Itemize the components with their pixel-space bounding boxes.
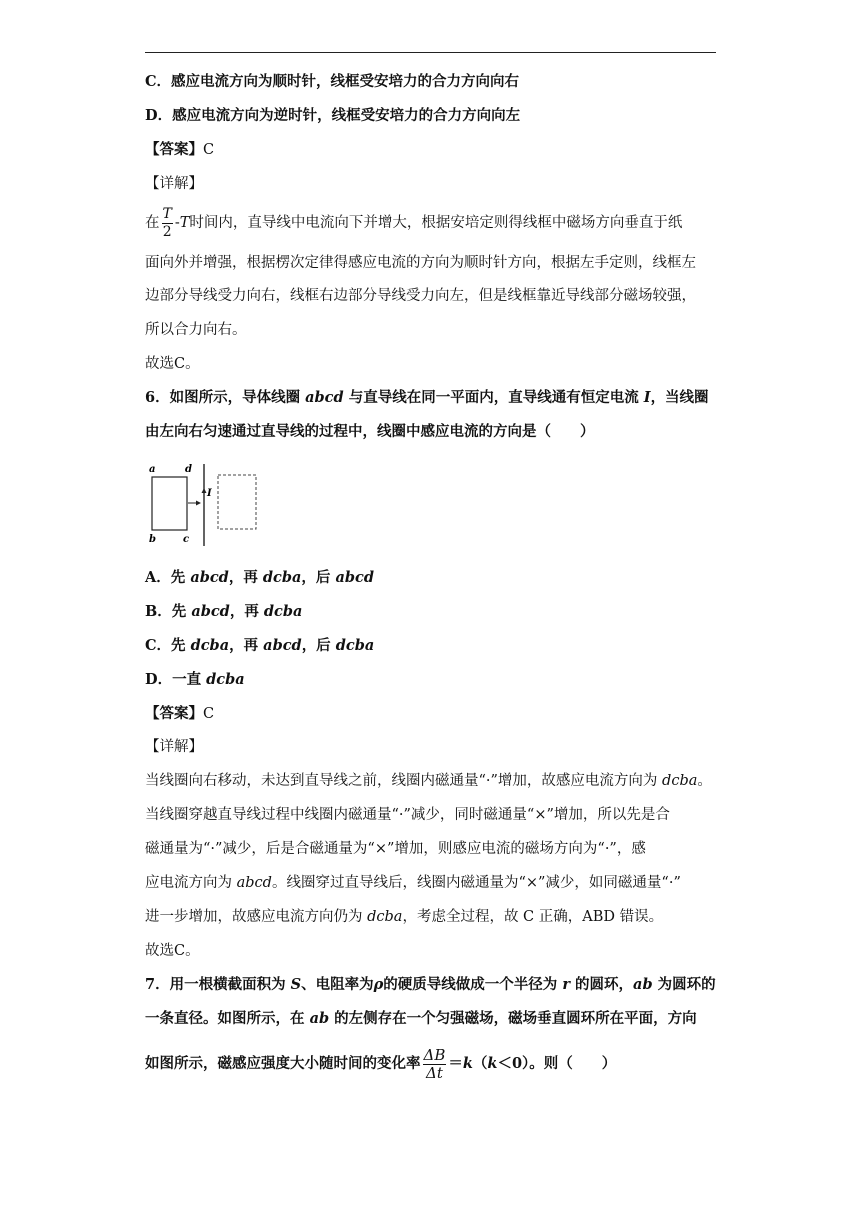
text-fragment: 7．用一根横截面积为 (145, 976, 291, 993)
prev-answer (145, 140, 214, 160)
label-b: b (149, 534, 156, 545)
answer-label: 【答案】 (145, 141, 203, 158)
text-fragment: D．一直 (145, 671, 207, 688)
q7-stem-line-3 (145, 1045, 616, 1083)
q6-stem-line-1 (145, 388, 709, 408)
text-fragment: 时间内，直导线中电流向下并增大，根据安培定则得线框中磁场方向垂直于纸 (189, 215, 683, 231)
q6-choose: 故选C。 (145, 943, 200, 959)
variable: dcba (190, 637, 230, 654)
prev-explain-line-2: 面向外并增强，根据楞次定律得感应电流的方向为顺时针方向，根据左手定则，线框左 (145, 255, 696, 271)
q6-explain-line-2: 当线圈穿越直导线过程中线圈内磁通量“·”减少，同时磁通量“×”增加，所以先是合 (145, 807, 670, 823)
text-fragment: 当线圈向右移动，未达到直导线之前，线圈内磁通量“·”增加，故感应电流方向为 (145, 773, 663, 789)
header-rule (145, 52, 716, 53)
variable-abcd: abcd (305, 389, 344, 406)
answer-label: 【答案】 (145, 705, 203, 722)
variable-r: r (562, 976, 570, 993)
text-fragment: 一条直径。如图所示，在 (145, 1010, 310, 1027)
coil-abcd (152, 477, 187, 530)
text-fragment: ，考虑全过程，故 C 正确，ABD 错误。 (402, 909, 664, 925)
variable-s: S (290, 976, 302, 993)
text-fragment: 应电流方向为 (145, 875, 237, 891)
text-fragment: 的硬质导线做成一个半径为 (383, 976, 563, 993)
text-fragment: 与直导线在同一平面内，直导线通有恒定电流 (343, 389, 644, 406)
variable: abcd (190, 569, 229, 586)
text-fragment: 的圆环， (569, 976, 634, 993)
label-d: d (185, 464, 192, 475)
variable-t: T (179, 215, 190, 231)
text-fragment: ，再 (229, 603, 264, 620)
variable: dcba (263, 603, 303, 620)
q6-explain-line-4 (145, 873, 681, 893)
q6-option-c (145, 636, 374, 656)
q6-option-a (145, 568, 374, 588)
text-fragment: （ (472, 1055, 488, 1072)
text-fragment: ，再 (229, 637, 264, 654)
variable: dcba (262, 569, 302, 586)
variable-k: k (462, 1055, 473, 1072)
variable-i: I (643, 389, 651, 406)
prev-explain-label: 【详解】 (145, 176, 203, 192)
variable: abcd (335, 569, 374, 586)
text-fragment: ＝ (448, 1055, 463, 1072)
label-c: c (183, 534, 190, 545)
q7-stem-line-2 (145, 1009, 697, 1029)
fraction-db-over-dt (423, 1047, 447, 1082)
text-fragment: ＜0）。则（ ） (497, 1055, 617, 1072)
q6-explain-line-1 (145, 771, 712, 791)
q6-figure (145, 460, 265, 550)
text-fragment: ，后 (301, 569, 336, 586)
q6-explain-line-5 (145, 907, 663, 927)
variable-ab: ab (309, 1010, 330, 1027)
prev-option-c: C．感应电流方向为顺时针，线框受安培力的合力方向向右 (145, 73, 520, 90)
fraction-denominator: Δt (425, 1063, 443, 1082)
text-fragment: 。线圈穿过直导线后，线圈内磁通量为“×”减少，如同磁通量“·” (271, 875, 681, 891)
variable-ab: ab (633, 976, 653, 993)
coil-dashed-position (218, 475, 256, 529)
text-fragment: 6．如图所示，导体线圈 (145, 389, 306, 406)
text-fragment: 。 (697, 773, 712, 789)
variable: abcd (191, 603, 230, 620)
label-a: a (149, 464, 156, 475)
prev-option-d: D．感应电流方向为逆时针，线框受安培力的合力方向向左 (145, 107, 521, 124)
text-fragment: - (174, 215, 180, 231)
variable: dcba (206, 671, 245, 688)
q6-stem-line-2: 由左向右匀速通过直导线的过程中，线圈中感应电流的方向是（ ） (145, 423, 595, 440)
prev-choose: 故选C。 (145, 356, 200, 372)
current-arrowhead (202, 488, 207, 493)
text-fragment: ，再 (228, 569, 263, 586)
q6-explain-line-3: 磁通量为“·”减少，后是合磁通量为“×”增加，则感应电流的磁场方向为“·”，感 (145, 841, 646, 857)
text-fragment: C．先 (145, 637, 191, 654)
text-fragment: 为圆环的 (652, 976, 716, 993)
text-fragment: ，后 (301, 637, 336, 654)
variable: dcba (367, 909, 403, 925)
text-fragment: ，当线圈 (650, 389, 709, 406)
text-fragment: B．先 (145, 603, 192, 620)
variable: abcd (263, 637, 302, 654)
q6-answer (145, 704, 214, 724)
prev-explain-line-4: 所以合力向右。 (145, 322, 247, 338)
text-fragment: A．先 (145, 569, 191, 586)
variable-rho: ρ (373, 976, 384, 993)
fraction-t-over-2 (162, 206, 173, 241)
text-fragment: 在 (145, 215, 160, 231)
q6-explain-label: 【详解】 (145, 739, 203, 755)
answer-value: C (203, 142, 215, 158)
text-fragment: 进一步增加，故感应电流方向仍为 (145, 909, 368, 925)
text-fragment: 的左侧存在一个匀强磁场，磁场垂直圆环所在平面，方向 (329, 1010, 697, 1027)
prev-explain-line-1 (145, 205, 682, 241)
text-fragment: 如图所示，磁感应强度大小随时间的变化率 (145, 1055, 421, 1072)
variable: dcba (662, 773, 698, 789)
fraction-numerator: ΔB (423, 1045, 446, 1064)
q7-stem-line-1 (145, 975, 716, 995)
fraction-numerator: T (162, 205, 172, 222)
variable-k: k (487, 1055, 498, 1072)
label-i: I (207, 488, 212, 499)
q6-option-d (145, 670, 245, 690)
fraction-denominator: 2 (162, 223, 172, 240)
q6-option-b (145, 602, 302, 622)
velocity-arrowhead (196, 501, 201, 506)
variable: dcba (335, 637, 375, 654)
answer-value: C (203, 706, 215, 722)
text-fragment: 、电阻率为 (301, 976, 374, 993)
prev-explain-line-3: 边部分导线受力向右，线框右边部分导线受力向左，但是线框靠近导线部分磁场较强， (145, 288, 696, 304)
variable: abcd (236, 875, 272, 891)
